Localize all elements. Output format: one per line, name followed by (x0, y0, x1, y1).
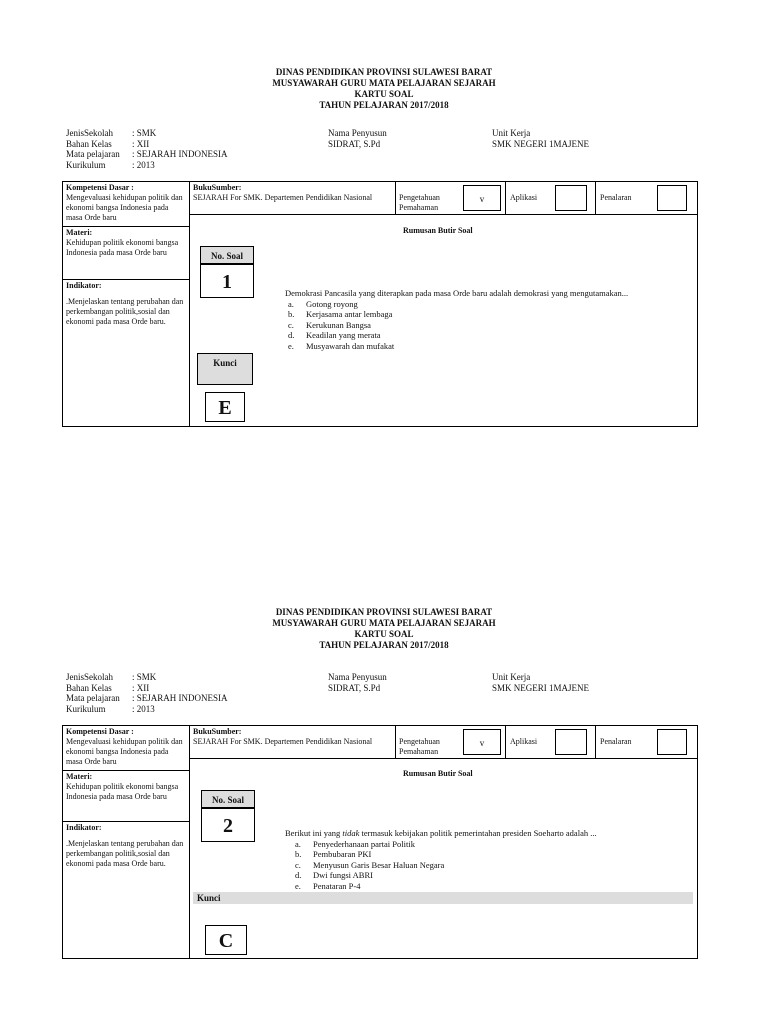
answer-key: E (205, 392, 245, 422)
unit-info (492, 128, 589, 149)
rumusan-title: Rumusan Butir Soal (403, 769, 473, 778)
kunci-bar (193, 892, 693, 904)
buku-text: SEJARAH For SMK. Departemen Pendidikan Nasional (193, 737, 373, 746)
school-info (66, 128, 228, 170)
column-divider (395, 182, 396, 214)
materi (66, 772, 184, 802)
author-value: SIDRAT, S.Pd (328, 138, 381, 149)
kd-label: Kompetensi Dasar : (66, 183, 134, 192)
info-value: : SEJARAH INDONESIA (132, 149, 228, 159)
question-body (285, 288, 695, 351)
option-e[interactable]: e. Musyawarah dan mufakat (288, 340, 395, 351)
materi (66, 228, 184, 258)
kd-text: Mengevaluasi kehidupan politik dan ekonomi bangsa Indonesia pada masa Orde baru (66, 737, 183, 766)
question-number: 2 (201, 808, 255, 842)
level-aplikasi: Aplikasi (510, 737, 538, 746)
info-value: : SMK (132, 128, 157, 138)
option-a[interactable]: a. Gotong royong (288, 298, 358, 309)
answer-options (295, 839, 695, 892)
indikator-label: Indikator: (66, 823, 102, 832)
nosoal-label: No. Soal (200, 246, 254, 264)
unit-info (492, 672, 589, 693)
info-label: Bahan Kelas (66, 682, 112, 693)
info-label: Kurikulum (66, 159, 106, 170)
buku-sumber (193, 183, 383, 203)
info-label: Mata pelajaran (66, 149, 120, 159)
unit-label: Unit Kerja (492, 128, 531, 138)
option-b[interactable]: b. Pembubaran PKI (295, 849, 372, 859)
header-line-4: TAHUN PELAJARAN 2017/2018 (319, 100, 449, 110)
buku-label: BukuSumber: (193, 183, 242, 192)
info-value: : 2013 (132, 159, 155, 170)
indikator-text: .Menjelaskan tentang perubahan dan perkembangan politik,sosial dan ekonomi pada masa Orde baru. (66, 839, 184, 868)
kd-text: Mengevaluasi kehidupan politik dan ekonomi bangsa Indonesia pada masa Orde baru (66, 193, 183, 222)
nosoal-label: No. Soal (201, 790, 255, 808)
row-divider (63, 279, 189, 280)
option-e[interactable]: e. Penataran P-4 (295, 880, 361, 891)
question-table (62, 181, 698, 427)
pengetahuan-checkbox[interactable]: v (463, 729, 501, 755)
indikator (66, 281, 188, 327)
level-pengetahuan: Pengetahuan Pemahaman (399, 737, 440, 756)
level-penalaran: Penalaran (600, 737, 632, 746)
unit-value: SMK NEGERI 1MAJENE (492, 682, 590, 693)
kompetensi-dasar (66, 727, 184, 767)
question-stem: Berikut ini yang tidak termasuk kebijakan politik pemerintahan presiden Soeharto adalah ... (285, 828, 597, 838)
materi-label: Materi: (66, 772, 93, 781)
buku-label: BukuSumber: (193, 727, 242, 736)
author-value: SIDRAT, S.Pd (328, 682, 381, 693)
option-c[interactable]: c. Menyusun Garis Besar Haluan Negara (295, 859, 445, 870)
info-value: : SEJARAH INDONESIA (132, 693, 228, 703)
option-a[interactable]: a. Penyederhanaan partai Politik (295, 838, 415, 849)
author-label: Nama Penyusun (328, 128, 387, 138)
kunci-label: Kunci (197, 893, 221, 903)
column-divider (505, 726, 506, 758)
answer-options (288, 299, 695, 352)
header-line-3: KARTU SOAL (354, 629, 414, 639)
info-label: Mata pelajaran (66, 693, 120, 703)
row-divider (63, 770, 189, 771)
header-line-2: MUSYAWARAH GURU MATA PELAJARAN SEJARAH (272, 618, 496, 628)
materi-label: Materi: (66, 228, 93, 237)
aplikasi-checkbox[interactable] (555, 729, 587, 755)
buku-sumber (193, 727, 383, 747)
column-divider (395, 726, 396, 758)
header-line-4: TAHUN PELAJARAN 2017/2018 (319, 640, 449, 650)
card-header (0, 607, 768, 651)
question-stem: Demokrasi Pancasila yang diterapkan pada masa Orde baru adalah demokrasi yang mengutamakan... (285, 288, 629, 298)
option-d[interactable]: d. Keadilan yang merata (288, 330, 381, 340)
aplikasi-checkbox[interactable] (555, 185, 587, 211)
info-value: : 2013 (132, 703, 155, 714)
level-penalaran: Penalaran (600, 193, 632, 202)
materi-text: Kehidupan politik ekonomi bangsa Indonesia pada masa Orde baru (66, 238, 179, 257)
indikator (66, 823, 188, 869)
school-info (66, 672, 228, 714)
answer-key: C (205, 925, 247, 955)
info-value: : XII (132, 682, 150, 693)
rumusan-title: Rumusan Butir Soal (403, 226, 473, 235)
column-divider (595, 182, 596, 214)
option-b[interactable]: b. Kerjasama antar lembaga (288, 309, 393, 319)
column-divider (189, 726, 190, 958)
penalaran-checkbox[interactable] (657, 729, 687, 755)
question-card-1 (0, 0, 768, 440)
row-divider (63, 226, 189, 227)
option-d[interactable]: d. Dwi fungsi ABRI (295, 870, 373, 880)
pengetahuan-checkbox[interactable]: v (463, 185, 501, 211)
header-line-3: KARTU SOAL (354, 89, 414, 99)
unit-label: Unit Kerja (492, 672, 531, 682)
header-line-1: DINAS PENDIDIKAN PROVINSI SULAWESI BARAT (275, 607, 493, 617)
option-c[interactable]: c. Kerukunan Bangsa (288, 319, 371, 330)
materi-text: Kehidupan politik ekonomi bangsa Indonesia pada masa Orde baru (66, 782, 179, 801)
info-value: : SMK (132, 672, 157, 682)
column-divider (595, 726, 596, 758)
kompetensi-dasar (66, 183, 184, 223)
author-label: Nama Penyusun (328, 672, 387, 682)
info-value: : XII (132, 138, 150, 149)
row-divider (189, 758, 697, 759)
level-pengetahuan: Pengetahuan Pemahaman (399, 193, 440, 212)
author-info (328, 128, 387, 149)
header-line-1: DINAS PENDIDIKAN PROVINSI SULAWESI BARAT (275, 67, 493, 77)
buku-text: SEJARAH For SMK. Departemen Pendidikan Nasional (193, 193, 373, 202)
row-divider (63, 821, 189, 822)
column-divider (505, 182, 506, 214)
info-label: Bahan Kelas (66, 138, 112, 149)
indikator-text: .Menjelaskan tentang perubahan dan perkembangan politik,sosial dan ekonomi pada masa Orde baru. (66, 297, 184, 326)
info-label: JenisSekolah (66, 128, 113, 138)
header-line-2: MUSYAWARAH GURU MATA PELAJARAN SEJARAH (272, 78, 496, 88)
level-aplikasi: Aplikasi (510, 193, 538, 202)
column-divider (189, 182, 190, 426)
row-divider (189, 214, 697, 215)
unit-value: SMK NEGERI 1MAJENE (492, 138, 590, 149)
question-card-2 (0, 543, 768, 1024)
card-header (0, 67, 768, 111)
author-info (328, 672, 387, 693)
kd-label: Kompetensi Dasar : (66, 727, 134, 736)
question-number: 1 (200, 264, 254, 298)
indikator-label: Indikator: (66, 281, 102, 290)
info-label: Kurikulum (66, 703, 106, 714)
kunci-label: Kunci (197, 353, 253, 385)
penalaran-checkbox[interactable] (657, 185, 687, 211)
question-table (62, 725, 698, 959)
question-body (285, 828, 695, 891)
info-label: JenisSekolah (66, 672, 113, 682)
